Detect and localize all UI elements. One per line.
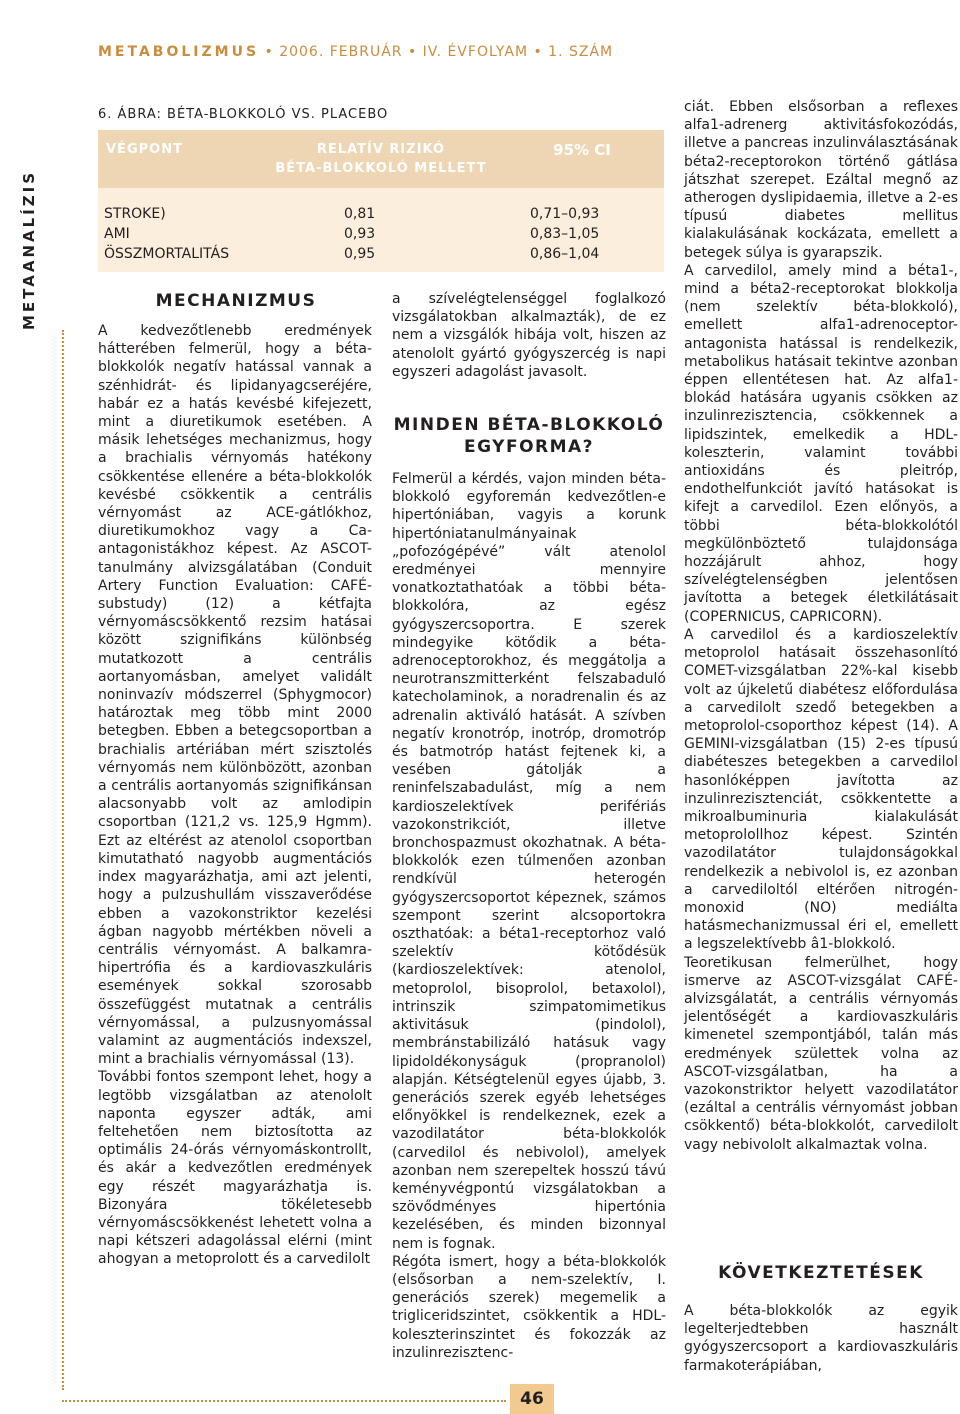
- dotted-rule-horizontal: [62, 1400, 506, 1402]
- heading-minden-line2: EGYFORMA?: [463, 437, 595, 457]
- magazine-title: METABOLIZMUS: [98, 44, 260, 60]
- row-ci: 0,71–0,93: [530, 206, 600, 222]
- row-endpoint: STROKE): [104, 206, 166, 222]
- results-table: [98, 130, 664, 272]
- text-column-3-conclusion: [684, 1302, 958, 1375]
- column-ci: 95% CI: [553, 141, 611, 159]
- issue-details: • 2006. FEBRUÁR • IV. ÉVFOLYAM • 1. SZÁM: [264, 44, 614, 60]
- running-header: [98, 44, 613, 60]
- row-relative-risk: 0,81: [344, 206, 376, 222]
- paragraph: Teoretikusan felmerülhet, hogy ismerve az ASCOT-vizsgálat CAFÉ-alvizsgálatát, a centrális vérnyomás jelentőségét a kardiovaszkuláris kimenetel szempontjából, talán más eredmények születtek volna az ASCOT-vizsgálatban, ha a vazokonstriktor helyett vazodilatátor (ezáltal a centrális vérnyomást jobban csökkentő) béta-blokkolót, carvedilolt vagy nebivololt alkalmaztak volna.: [684, 954, 958, 1153]
- text-column-2-continued: [392, 470, 666, 1362]
- heading-mechanizmus: [98, 290, 374, 312]
- paragraph: Régóta ismert, hogy a béta-blokkolók (elsősorban a nem-szelektív, I. generációs szerek) megemelik a trigliceridszintet, csökkentik a HDL-koleszterinszintet és fokozzák az inzulinrezisztenc-: [392, 1253, 666, 1361]
- paragraph: a szívelégtelenséggel foglalkozó vizsgálatokban alkalmazták), de ez nem a vizsgálók hibája volt, hiszen az atenololt gyártó gyógyszercég is napi egyszeri adagolást javasolt.: [392, 291, 666, 380]
- paragraph: ciát. Ebben elsősorban a reflexes alfa1-adrenerg aktivitásfokozódás, illetve a pancreas inzulinválasztásának béta2-receptorokon történő gátlása játszhat szerepet. Ezáltal megnő az atherogen dyslipidaemia, illetve a 2-es típusú diabetes mellitus kialakulásának kockázata, emellett a betegek súlya is gyarapszik.: [684, 99, 958, 261]
- text-column-1: [98, 322, 372, 1269]
- table-header: [98, 130, 664, 188]
- figure-caption: 6. ÁBRA: BÉTA-BLOKKOLÓ VS. PLACEBO: [98, 107, 389, 122]
- heading-kovetkeztetesek-text: KÖVETKEZTETÉSEK: [718, 1263, 924, 1283]
- heading-kovetkeztetesek: [684, 1262, 958, 1284]
- row-relative-risk: 0,93: [344, 226, 376, 242]
- column-endpoint: VÉGPONT: [106, 142, 183, 157]
- heading-minden-beta-blokkolo: [392, 414, 666, 458]
- paragraph: További fontos szempont lehet, hogy a legtöbb vizsgálatban az atenololt naponta egyszer adták, ami feltehetően nem biztosította az optimális 24-órás vérnyomáskontrollt, és akár a kedvezőtlen eredmények egy részét magyarázhatja is. Bizonyára tökéletesebb vérnyomáscsökkenést lehetett volna a napi kétszeri adagolással elérni (mint ahogyan a metoprolott és a carvedilolt: [98, 1069, 372, 1268]
- text-column-3: [684, 98, 958, 1154]
- paragraph: A carvedilol, amely mind a béta1-, mind a béta2-receptorokat blokkolja (nem szelektív béta-blokkoló), emellett alfa1-adrenoceptor-antagonista hatással is rendelkezik, metabolikus hatásait tekintve azonban éppen ellentétesen hat. Az alfa1-blokád hatására ugyanis csökken az inzulinrezisztencia, csökkennek a lipidszintek, emelkedik a HDL-koleszterin, valamint további antioxidáns és pleitróp, endothelfunkciót javító hatásokat is kifejt a carvedilol. Ezen előnyös, a többi béta-blokkolótól megkülönböztető tulajdonsága hozzájárult ahhoz, hogy szívelégtelenségben jelentősen javította a betegek életkilátásait (COPERNICUS, CAPRICORN).: [684, 262, 958, 625]
- column-relative-risk: RELATÍV RIZIKÓ: [316, 142, 446, 157]
- paragraph: Felmerül a kérdés, vajon minden béta-blokkoló egyforemán kedvezőtlen-e hipertóniában, vagyis a korunk hipertóniatanulmányainak „pofozógépévé” vált atenolol eredményei mennyire vonatkoztathatóak a többi béta-blokkolóra, az egész gyógyszercsoportra. E szerek mindegyike kötődik a béta-adrenoceptorokhoz, és meggátolja a neurotranszmitterként felszabaduló katecholaminok, a noradrenalin és az adrenalin aktiváló hatását. A szívben negatív kronotróp, inotróp, dromotróp és batmotróp hatást fejtenek ki, a vesében gátolják a reninfelszabadulást, míg a nem kardioszelektívek perifériás vazokonstrikciót, illetve bronchospazmust okozhatnak. A béta-blokkolók ezen túlmenően azonban rendkívül heterogén gyógyszercsoportot képeznek, számos szempont szerint alcsoportokra oszthatóak: a béta1-receptorhoz való szelektív kötődésük (kardioszelektívek: atenolol, metoprolol, bisoprolol, betaxolol), intrinszik szimpatomimetikus aktivitásuk (pindolol), membránstabilizáló hatásuk vagy lipidoldékonyságuk (propranolol) alapján. Kétségtelenül egyes újabb, 3. generációs szerek egyéb lehetséges előnyökkel is rendelkeznek, ezek a vazodilatátor béta-blokkolók (carvedilol és nebivolol), amelyek azonban nem szerepeltek hosszú távú keményvégpontú vizsgálatokban a szövődményes hipertónia kezelésében, és minden bizonnyal nem is fognak.: [392, 471, 666, 1252]
- section-label: METAANALÍZIS: [20, 169, 38, 330]
- dotted-rule-vertical: [62, 330, 64, 1390]
- paragraph: A béta-blokkolók az egyik legelterjedtebben használt gyógyszercsoport a kardiovaszkuláris farmakoterápiában,: [684, 1303, 958, 1374]
- table-row: [98, 246, 664, 266]
- row-endpoint: AMI: [104, 226, 130, 242]
- paragraph: A kedvezőtlenebb eredmények hátterében felmerül, hogy a béta-blokkolók negatív hatással vannak a szénhidrát- és lipidanyagcseréjére, habár ez a hatás kevésbé kifejezett, mint a diuretikumok esetében. A másik lehetséges mechanizmus, hogy a brachialis vérnyomás hatékony csökkentése ellenére a béta-blokkolók kevésbé csökkentik a centrális vérnyomást az ACE-gátlókhoz, diuretikumokhoz vagy a Ca-antagonistákhoz képest. Az ASCOT-tanulmány alvizsgálatában (Conduit Artery Function Evaluation: CAFÉ-substudy) (12) a kétfajta vérnyomáscsökkentő rezsim hatásai között szignifikáns különbség mutatkozott a centrális aortanyomásban, amelyet validált noninvazív módszerrel (Sphygmocor) határoztak meg több mint 2000 betegben. Ebben a betegcsoportban a brachialis artériában mért szisztolés vérnyomás nem különbözött, azonban a centrális aortanyomás szignifikánsan alacsonyabb volt az amlodipin csoportban (121,2 vs. 125,9 Hgmm). Ezt az eltérést az atenolol csoportban kimutatható nagyobb augmentációs index magyarázhatja, ami azt jelenti, hogy a pulzushullám visszaverődése ebben a vazokonstriktor kezelési ágban nagyobb mértékben növeli a centrális vérnyomást. A balkamra-hipertrófia és a kardiovaszkuláris események sokkal szorosabb összefüggést mutatnak a centrális vérnyomással, a pulzusnyomással valamint az augmentációs indexszel, mint a brachialis vérnyomással (13).: [98, 323, 372, 1068]
- table-row: [98, 226, 664, 246]
- table-row: [98, 206, 664, 226]
- paragraph: A carvedilol és a kardioszelektív metoprolol hatásait összehasonlító COMET-vizsgálatban 22%-kal kisebb volt az újkeletű diabétesz előfordulása a carvedilolt szedő betegekben a metoprolol-csoporthoz képest (14). A GEMINI-vizsgálatban (15) 2-es típusú diabéteszes betegekben a carvedilol hasonlóképpen javította az inzulinrezisztenciát, csökkentette a mikroalbuminuria kialakulását metoprolollhoz képest. Szintén vazodilatátor tulajdonságokkal rendelkezik a nebivolol is, ez azonban a carvediloltól eltérően nitrogén-monoxid (NO) mediálta hatásmechanizmussal éri el, emellett a legszelektívebb â1-blokkoló.: [684, 626, 958, 953]
- row-ci: 0,83–1,05: [530, 226, 600, 242]
- row-endpoint: ÖSSZMORTALITÁS: [104, 246, 230, 262]
- row-ci: 0,86–1,04: [530, 246, 600, 262]
- heading-mechanizmus-text: MECHANIZMUS: [155, 291, 317, 311]
- column-relative-risk-sub: BÉTA-BLOKKOLÓ MELLETT: [275, 161, 487, 176]
- page-number: 46: [510, 1384, 554, 1414]
- heading-minden-line1: MINDEN BÉTA-BLOKKOLÓ: [393, 415, 665, 435]
- text-column-2: [392, 290, 666, 381]
- row-relative-risk: 0,95: [344, 246, 376, 262]
